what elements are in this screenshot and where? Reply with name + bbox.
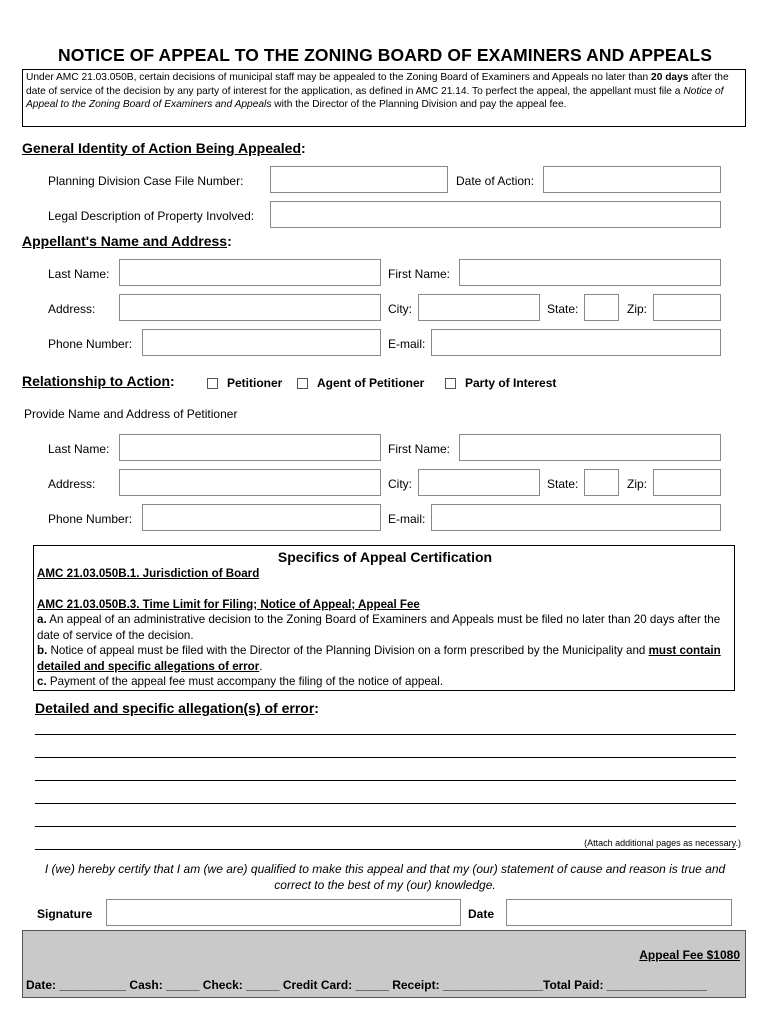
appellant-phone-input[interactable] (142, 329, 381, 356)
petitioner-state-input[interactable] (584, 469, 619, 496)
appellant-state-label: State: (547, 302, 579, 316)
agent-option[interactable] (297, 376, 424, 390)
petitioner-state-label: State: (547, 477, 579, 491)
appellant-city-input[interactable] (418, 294, 540, 321)
attach-note: (Attach additional pages as necessary.) (580, 838, 741, 848)
signature-date-input[interactable] (506, 899, 732, 926)
case-file-label: Planning Division Case File Number: (48, 174, 244, 188)
petitioner-phone-label: Phone Number: (48, 512, 133, 526)
petitioner-first-name-input[interactable] (459, 434, 721, 461)
appellant-address-input[interactable] (119, 294, 381, 321)
petitioner-last-name-input[interactable] (119, 434, 381, 461)
appellant-zip-input[interactable] (653, 294, 721, 321)
petitioner-address-input[interactable] (119, 469, 381, 496)
appellant-email-label: E-mail: (388, 337, 426, 351)
party-of-interest-option-label: Party of Interest (465, 376, 557, 390)
party-of-interest-checkbox[interactable] (445, 378, 456, 389)
certification-sub1: AMC 21.03.050B.1. Jurisdiction of Board (37, 567, 260, 580)
certification-item-c: c. Payment of the appeal fee must accompany the filing of the notice of appeal. (37, 675, 444, 688)
agent-checkbox[interactable] (297, 378, 308, 389)
page-title: NOTICE OF APPEAL TO THE ZONING BOARD OF EXAMINERS AND APPEALS (58, 45, 712, 65)
party-of-interest-option[interactable] (445, 376, 556, 390)
relationship-heading: Relationship to Action: (22, 373, 175, 389)
certification-sub2: AMC 21.03.050B.3. Time Limit for Filing; Notice of Appeal; Appeal Fee (37, 597, 420, 611)
legal-description-label: Legal Description of Property Involved: (48, 209, 255, 223)
intro-text-2: after the date of service of the decision by any party of interest for the application, as defined in AMC 21.14. To perfect the appeal, the appellant must file a (26, 72, 729, 97)
certification-item-a: a. An appeal of an administrative decision to the Zoning Board of Examiners and Appeals must be filed no later than 20 days after the date of service of the decision. (37, 613, 721, 642)
petitioner-last-name-label: Last Name: (48, 442, 110, 456)
signature-date-label: Date (468, 907, 495, 921)
appellant-last-name-label: Last Name: (48, 267, 110, 281)
date-of-action-input[interactable] (543, 166, 721, 193)
intro-text-1: Under AMC 21.03.050B, certain decisions of municipal staff may be appealed to the Zoning Board of Examiners and Appeals no later than (26, 72, 652, 83)
appellant-email-input[interactable] (431, 329, 721, 356)
appeal-fee: Appeal Fee $1080 (639, 948, 740, 962)
appellant-heading: Appellant's Name and Address: (22, 233, 232, 249)
general-heading: General Identity of Action Being Appealed: (22, 140, 306, 156)
office-use-box (22, 930, 746, 998)
intro-italic: Notice of Appeal to the Zoning Board of Examiners and Appeals (26, 85, 724, 110)
appellant-first-name-label: First Name: (388, 267, 451, 281)
petitioner-option-label: Petitioner (227, 376, 283, 390)
allegation-line-6[interactable] (35, 849, 736, 850)
certification-box (33, 545, 735, 691)
allegation-line-5[interactable] (35, 826, 736, 827)
petitioner-address-label: Address: (48, 477, 96, 491)
petitioner-email-input[interactable] (431, 504, 721, 531)
petitioner-intro: Provide Name and Address of Petitioner (24, 407, 238, 421)
allegations-heading: Detailed and specific allegation(s) of error: (35, 700, 319, 716)
allegation-line-2[interactable] (35, 757, 736, 758)
petitioner-city-input[interactable] (418, 469, 540, 496)
intro-bold: 20 days (651, 72, 689, 83)
appellant-city-label: City: (388, 302, 412, 316)
petitioner-option[interactable] (207, 376, 282, 390)
petitioner-zip-input[interactable] (653, 469, 721, 496)
allegation-line-3[interactable] (35, 780, 736, 781)
certify-statement: I (we) hereby certify that I am (we are) qualified to make this appeal and that my (our) statement of cause and reason is true and correct to the best of my (our) knowledge. (44, 862, 726, 892)
appellant-first-name-input[interactable] (459, 259, 721, 286)
appellant-phone-label: Phone Number: (48, 337, 133, 351)
appellant-zip-label: Zip: (627, 302, 648, 316)
allegation-line-4[interactable] (35, 803, 736, 804)
legal-description-input[interactable] (270, 201, 721, 228)
certification-item-b: b. Notice of appeal must be filed with the Director of the Planning Division on a form prescribed by the Municipality and must contain detailed and specific allegations of error. (37, 644, 721, 673)
appellant-state-input[interactable] (584, 294, 619, 321)
petitioner-email-label: E-mail: (388, 512, 426, 526)
signature-input[interactable] (106, 899, 461, 926)
petitioner-first-name-label: First Name: (388, 442, 451, 456)
petitioner-phone-input[interactable] (142, 504, 381, 531)
petitioner-zip-label: Zip: (627, 477, 648, 491)
allegation-line-1[interactable] (35, 734, 736, 735)
appellant-address-label: Address: (48, 302, 96, 316)
certification-title: Specifics of Appeal Certification (277, 549, 493, 565)
case-file-input[interactable] (270, 166, 448, 193)
intro-box (22, 69, 746, 127)
appellant-last-name-input[interactable] (119, 259, 381, 286)
intro-text-3: with the Director of the Planning Division and pay the appeal fee. (271, 99, 567, 110)
agent-option-label: Agent of Petitioner (317, 376, 425, 390)
petitioner-city-label: City: (388, 477, 412, 491)
office-footer-line: Date: __________ Cash: _____ Check: _____ Credit Card: _____ Receipt: _______________Total Paid: _______________ (26, 978, 707, 992)
date-of-action-label: Date of Action: (456, 174, 535, 188)
certification-body (37, 566, 733, 690)
petitioner-checkbox[interactable] (207, 378, 218, 389)
signature-label: Signature (37, 907, 93, 921)
